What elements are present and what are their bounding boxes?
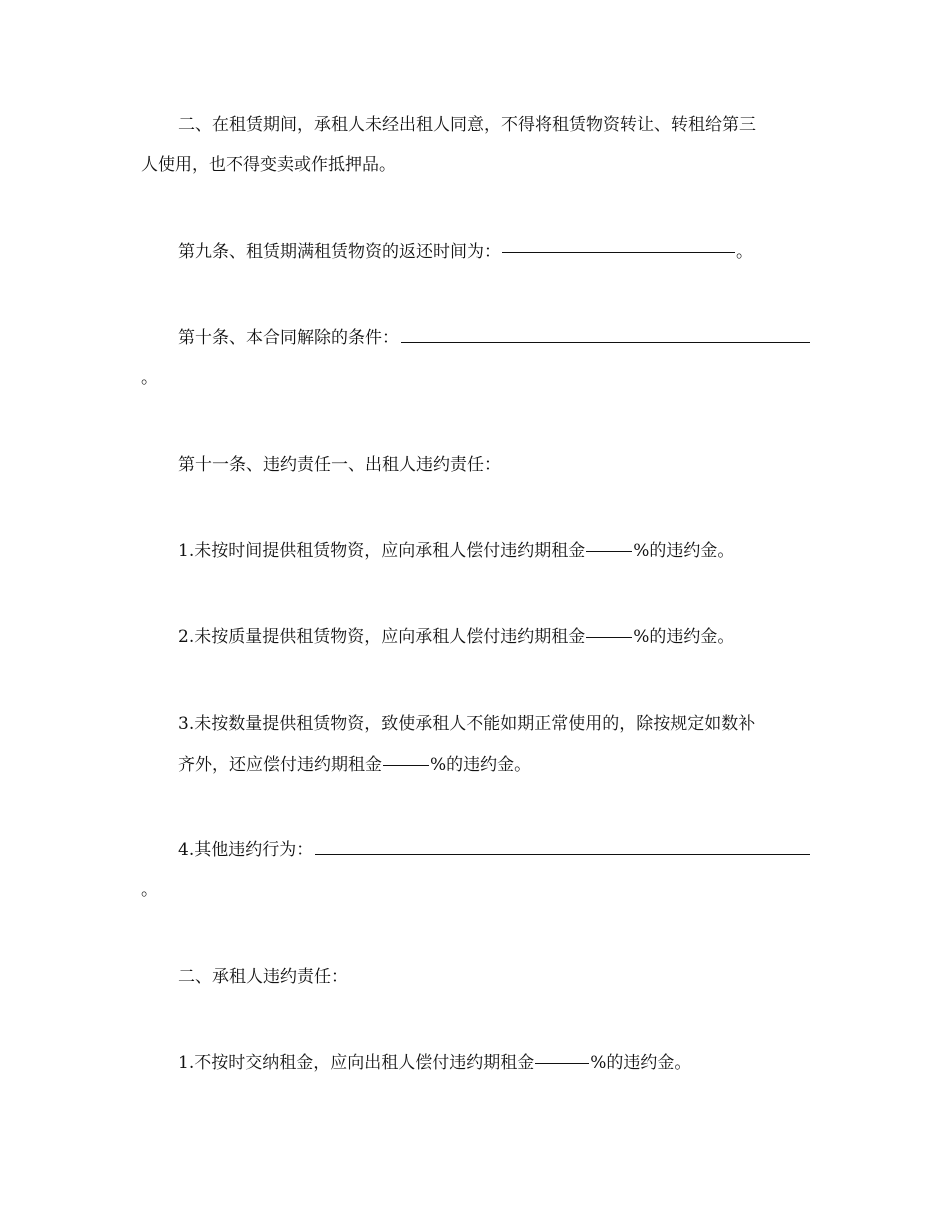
item-text: 1.未按时间提供租赁物资，应向承租人偿付违约期租金 <box>178 541 586 561</box>
article-9-text: 第九条、租赁期满租赁物资的返还时间为： <box>178 242 501 262</box>
lessor-breach-item-3-line-1 <box>178 716 755 733</box>
percent-blank[interactable] <box>586 550 632 552</box>
percent-blank[interactable] <box>586 636 632 638</box>
item-text: 2.未按质量提供租赁物资，应向承租人偿付违约期租金 <box>178 627 586 647</box>
lessor-breach-item-4 <box>178 842 810 859</box>
article-10-line <box>178 330 810 347</box>
lessor-breach-item-2 <box>178 629 734 646</box>
other-breach-blank[interactable] <box>315 853 810 855</box>
period-mark: 。 <box>736 242 753 262</box>
lessor-breach-item-3-line-2 <box>178 757 531 774</box>
lessee-breach-heading <box>178 969 348 986</box>
percent-blank[interactable] <box>535 1062 589 1064</box>
lessor-breach-item-4-end <box>141 882 158 899</box>
article-10-end <box>141 370 158 387</box>
item-text: 4.其他违约行为： <box>178 840 314 860</box>
lessor-breach-item-1 <box>178 543 734 560</box>
article-10-text: 第十条、本合同解除的条件： <box>178 328 399 348</box>
percent-blank[interactable] <box>383 764 429 766</box>
termination-conditions-blank[interactable] <box>401 341 810 343</box>
heading-text: 二、承租人违约责任： <box>178 967 348 987</box>
lessee-breach-item-1 <box>178 1055 691 1072</box>
item-suffix: %的违约金。 <box>633 627 735 647</box>
paragraph-text: 二、在租赁期间，承租人未经出租人同意，不得将租赁物资转让、转租给第三 <box>178 115 756 135</box>
item-text: 齐外，还应偿付违约期租金 <box>178 755 382 775</box>
paragraph-2-line-2 <box>141 157 396 174</box>
item-suffix: %的违约金。 <box>590 1053 692 1073</box>
period-mark: 。 <box>141 880 158 900</box>
paragraph-2-line-1 <box>178 117 756 134</box>
article-11-heading <box>178 457 501 474</box>
item-text: 1.不按时交纳租金，应向出租人偿付违约期租金 <box>178 1053 535 1073</box>
item-text: 3.未按数量提供租赁物资，致使承租人不能如期正常使用的，除按规定如数补 <box>178 714 756 734</box>
article-9-line <box>178 244 753 261</box>
item-suffix: %的违约金。 <box>633 541 735 561</box>
article-11-text: 第十一条、违约责任一、出租人违约责任： <box>178 455 501 475</box>
paragraph-text: 人使用，也不得变卖或作抵押品。 <box>141 155 396 175</box>
period-mark: 。 <box>141 368 158 388</box>
item-suffix: %的违约金。 <box>430 755 532 775</box>
return-time-blank[interactable] <box>502 251 735 253</box>
